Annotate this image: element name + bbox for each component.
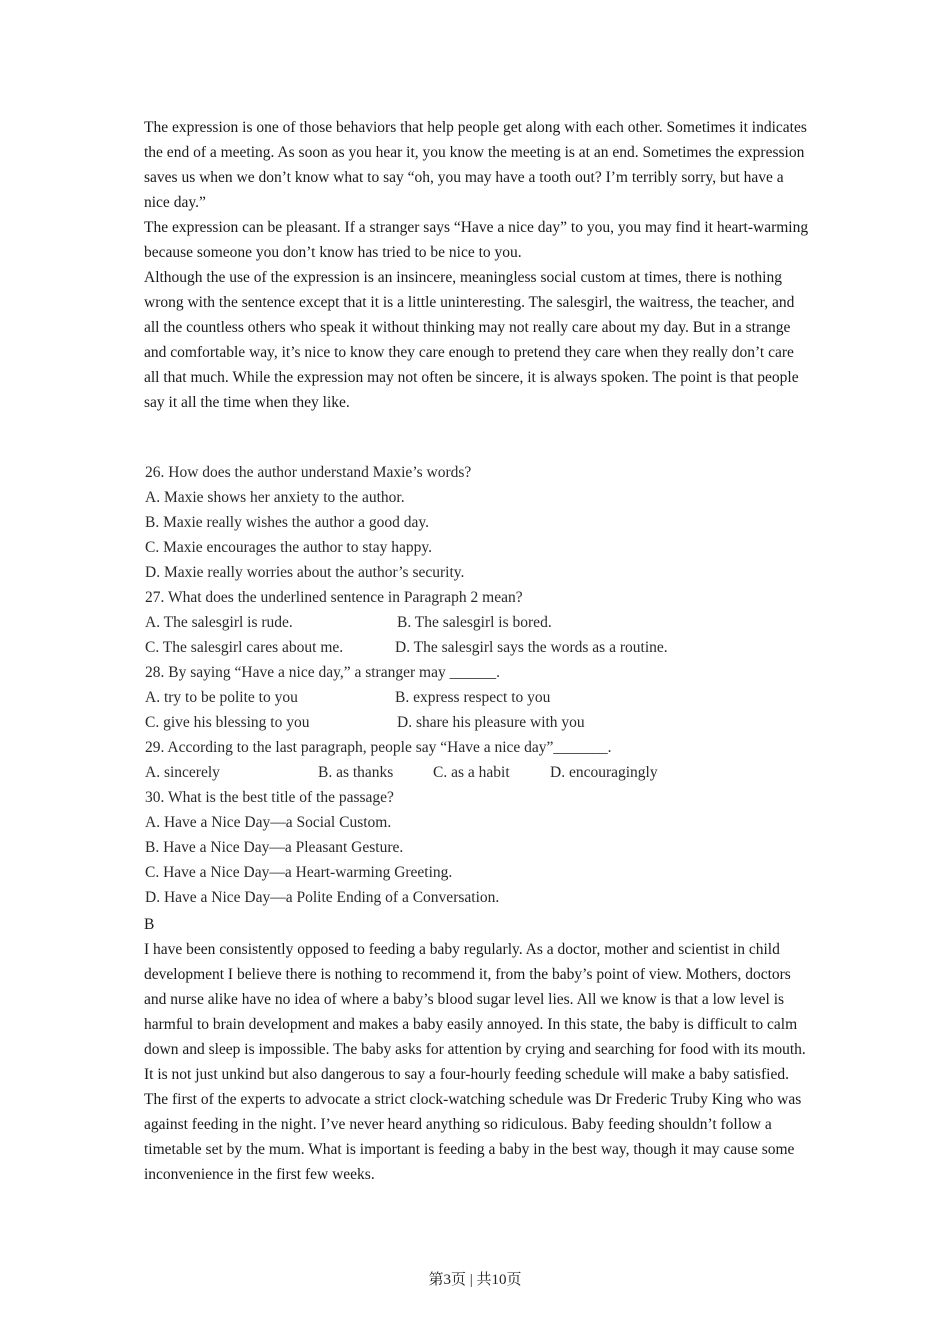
- section-heading: B: [144, 916, 155, 933]
- answer-option: C. Have a Nice Day—a Heart-warming Greeting.: [145, 864, 453, 881]
- answer-option: D. encouragingly: [550, 764, 658, 781]
- passage-a: [144, 115, 809, 415]
- answer-option: C. Maxie encourages the author to stay happy.: [145, 539, 432, 556]
- answer-option: A. Have a Nice Day—a Social Custom.: [145, 814, 392, 831]
- answer-option: A. Maxie shows her anxiety to the author.: [145, 489, 405, 506]
- passage-b: [144, 912, 809, 1187]
- question-stem: 30. What is the best title of the passage?: [145, 789, 394, 806]
- paragraph: The expression can be pleasant. If a stranger says “Have a nice day” to you, you may find it heart-warming because someone you don’t know has tried to be nice to you.: [144, 219, 809, 261]
- question-stem: 26. How does the author understand Maxie’s words?: [145, 464, 472, 481]
- answer-option: B. express respect to you: [395, 689, 551, 706]
- answer-option: B. as thanks: [318, 764, 394, 781]
- option-row: [145, 760, 785, 785]
- answer-option: C. give his blessing to you: [145, 714, 310, 731]
- option-row: [145, 685, 785, 710]
- question-stem: 28. By saying “Have a nice day,” a stranger may ______.: [145, 664, 500, 681]
- paragraph: Although the use of the expression is an insincere, meaningless social custom at times, there is nothing wrong with the sentence except that it is a little uninteresting. The salesgirl, the waitress, the teacher, and all the countless others who speak it without thinking may not really care about my day. But in a strange and comfortable way, it’s nice to know they care enough to pretend they care when they really don’t care all that much. While the expression may not often be sincere, it is always spoken. The point is that people say it all the time when they like.: [144, 269, 799, 411]
- answer-option: A. The salesgirl is rude.: [145, 614, 293, 631]
- paragraph: The expression is one of those behaviors that help people get along with each other. Sometimes it indicates the end of a meeting. As soon as you hear it, you know the meeting is at an end. Sometimes the expression saves us when we don’t know what to say “oh, you may have a tooth out? I’m terribly sorry, but have a nice day.”: [144, 119, 807, 211]
- page-footer: 第3页 | 共10页: [428, 1272, 522, 1288]
- answer-option: D. share his pleasure with you: [397, 714, 585, 731]
- question-stem: 29. According to the last paragraph, people say “Have a nice day”_______.: [145, 739, 612, 756]
- answer-option: B. Have a Nice Day—a Pleasant Gesture.: [145, 839, 404, 856]
- option-row: [145, 610, 785, 635]
- answer-option: B. Maxie really wishes the author a good day.: [145, 514, 429, 531]
- option-row: [145, 635, 785, 660]
- option-row: [145, 710, 785, 735]
- answer-option: B. The salesgirl is bored.: [397, 614, 552, 631]
- paragraph: I have been consistently opposed to feeding a baby regularly. As a doctor, mother and scientist in child development I believe there is nothing to recommend it, from the baby’s point of view. Mothers, doctors and nurse alike have no idea of where a baby’s blood sugar level lies. All we know is that a low level is harmful to brain development and makes a baby easily annoyed. In this state, the baby is difficult to calm down and sleep is impossible. The baby asks for attention by crying and searching for food with its mouth.: [144, 941, 806, 1058]
- answer-option: D. Maxie really worries about the author’s security.: [145, 564, 465, 581]
- answer-option: C. The salesgirl cares about me.: [145, 639, 344, 656]
- question-stem: 27. What does the underlined sentence in Paragraph 2 mean?: [145, 589, 523, 606]
- answer-option: A. sincerely: [145, 764, 220, 781]
- paragraph: It is not just unkind but also dangerous to say a four-hourly feeding schedule will make a baby satisfied. The first of the experts to advocate a strict clock-watching schedule was Dr Frederic Truby King who was against feeding in the night. I’ve never heard anything so ridiculous. Baby feeding shouldn’t follow a timetable set by the mum. What is important is feeding a baby in the best way, though it may cause some inconvenience in the first few weeks.: [144, 1066, 802, 1183]
- answer-option: D. Have a Nice Day—a Polite Ending of a Conversation.: [145, 889, 500, 906]
- answer-option: D. The salesgirl says the words as a routine.: [395, 639, 668, 656]
- question-list: [145, 460, 785, 910]
- answer-option: A. try to be polite to you: [145, 689, 298, 706]
- answer-option: C. as a habit: [433, 764, 510, 781]
